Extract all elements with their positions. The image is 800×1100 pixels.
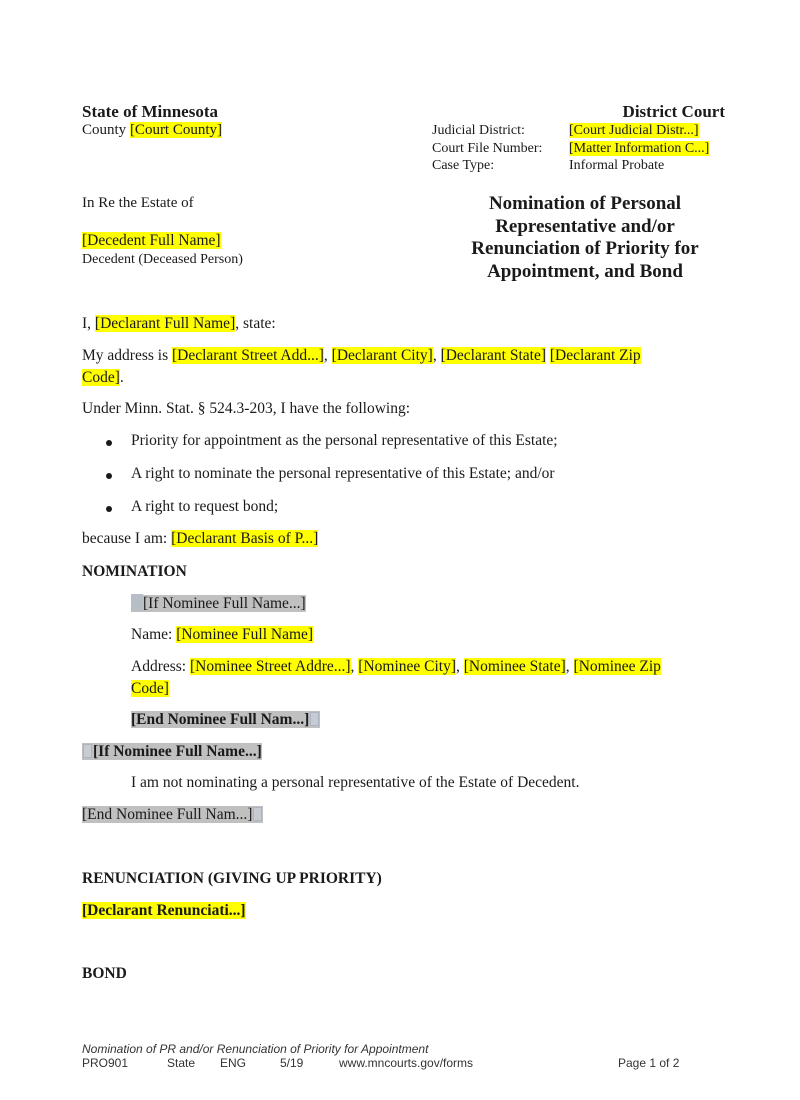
bullet-item: A right to nominate the personal representative of this Estate; and/or bbox=[131, 465, 555, 482]
declarant-statement bbox=[82, 315, 276, 333]
if-nominee-field-2[interactable] bbox=[82, 743, 262, 760]
declarant-name-field[interactable]: [Declarant Full Name] bbox=[94, 315, 236, 332]
bond-heading: BOND bbox=[82, 965, 127, 982]
footer-page-number: Page 1 of 2 bbox=[618, 1056, 680, 1070]
nominee-zip-field[interactable]: [Nominee Zip bbox=[573, 658, 661, 675]
bullet-item: Priority for appointment as the personal representative of this Estate; bbox=[131, 432, 558, 449]
court-file-number-field[interactable]: [Matter Information C...] bbox=[569, 140, 710, 156]
end-nominee-block bbox=[131, 711, 320, 729]
footer-form-title: Nomination of PR and/or Renunciation of Priority for Appointment bbox=[82, 1042, 429, 1056]
renunciation-heading: RENUNCIATION (GIVING UP PRIORITY) bbox=[82, 870, 382, 887]
separator: , bbox=[432, 347, 441, 364]
separator: , bbox=[323, 347, 332, 364]
decedent-label: Decedent (Deceased Person) bbox=[82, 252, 243, 267]
separator: , bbox=[456, 658, 464, 675]
field-text: [End Nominee Full Nam...] bbox=[131, 711, 310, 728]
nominee-name-field[interactable]: [Nominee Full Name] bbox=[176, 626, 314, 643]
nominee-city-field[interactable]: [Nominee City] bbox=[358, 658, 457, 675]
basis-line bbox=[82, 530, 318, 548]
footer-jurisdiction: State bbox=[167, 1056, 196, 1070]
bullet-icon bbox=[106, 440, 112, 446]
address-line bbox=[82, 347, 641, 365]
static-text: Address: bbox=[131, 658, 190, 675]
field-text: [If Nominee Full Name...] bbox=[143, 595, 306, 612]
case-type-value: Informal Probate bbox=[569, 158, 665, 173]
bullet-icon bbox=[106, 506, 112, 512]
if-nominee-block-2 bbox=[82, 743, 262, 761]
judicial-district-label: Judicial District: bbox=[432, 123, 525, 138]
end-nominee-field[interactable] bbox=[131, 711, 320, 728]
end-nominee-field-2[interactable] bbox=[82, 806, 263, 823]
county-label: County bbox=[82, 122, 127, 138]
not-nominating-text: I am not nominating a personal representative of the Estate of Decedent. bbox=[131, 774, 580, 791]
conditional-marker-icon bbox=[131, 594, 143, 611]
static-text: My address is bbox=[82, 347, 172, 364]
in-re-label: In Re the Estate of bbox=[82, 195, 194, 211]
nominee-zip-field-cont[interactable]: Code] bbox=[131, 680, 169, 697]
conditional-marker-icon bbox=[253, 807, 262, 821]
declarant-renunciation-field[interactable]: [Declarant Renunciati...] bbox=[82, 902, 246, 919]
static-text: I, bbox=[82, 315, 95, 332]
footer-language: ENG bbox=[220, 1056, 247, 1070]
if-nominee-field[interactable] bbox=[131, 595, 306, 612]
nominee-address-line bbox=[131, 658, 661, 676]
conditional-marker-icon bbox=[310, 712, 319, 726]
field-text: [End Nominee Full Nam...] bbox=[82, 806, 253, 823]
bullet-icon bbox=[106, 473, 112, 479]
separator: , bbox=[350, 658, 359, 675]
judicial-district-field[interactable]: [Court Judicial Distr...] bbox=[569, 123, 699, 138]
title-line: Nomination of Personal bbox=[488, 193, 682, 214]
state-heading: State of Minnesota bbox=[82, 102, 218, 121]
declarant-city-field[interactable]: [Declarant City] bbox=[331, 347, 433, 364]
static-text: because I am: bbox=[82, 530, 172, 547]
static-text: Name: bbox=[131, 626, 177, 643]
separator: , bbox=[565, 658, 574, 675]
court-file-number-label: Court File Number: bbox=[432, 140, 543, 156]
statute-line: Under Minn. Stat. § 524.3-203, I have the following: bbox=[82, 400, 411, 417]
footer-date: 5/19 bbox=[280, 1056, 304, 1070]
court-county-field[interactable]: [Court County] bbox=[129, 122, 223, 138]
court-heading: District Court bbox=[622, 102, 725, 121]
declarant-state-field[interactable]: [Declarant State] bbox=[440, 347, 546, 364]
title-line: Renunciation of Priority for bbox=[471, 238, 699, 259]
nominee-name-line bbox=[131, 626, 313, 644]
conditional-marker-icon bbox=[83, 744, 92, 758]
footer-form-code: PRO901 bbox=[82, 1056, 129, 1070]
declarant-zip-field[interactable]: [Declarant Zip bbox=[549, 347, 641, 364]
nominee-street-field[interactable]: [Nominee Street Addre...] bbox=[189, 658, 351, 675]
case-info-labels bbox=[432, 122, 542, 175]
case-info-values bbox=[569, 122, 709, 175]
county-line bbox=[82, 122, 222, 139]
nomination-heading: NOMINATION bbox=[82, 563, 187, 580]
declarant-basis-field[interactable]: [Declarant Basis of P...] bbox=[171, 530, 319, 547]
decedent-name-field[interactable]: [Decedent Full Name] bbox=[82, 232, 221, 249]
nominee-state-field[interactable]: [Nominee State] bbox=[463, 658, 566, 675]
if-nominee-block bbox=[131, 594, 306, 613]
title-line: Representative and/or bbox=[495, 215, 675, 237]
end-nominee-block-2 bbox=[82, 806, 263, 824]
declarant-street-field[interactable]: [Declarant Street Add...] bbox=[171, 347, 324, 364]
bullet-item: A right to request bond; bbox=[131, 498, 279, 515]
footer-url[interactable]: www.mncourts.gov/forms bbox=[339, 1056, 474, 1070]
field-text: [If Nominee Full Name...] bbox=[93, 743, 262, 760]
static-text: . bbox=[119, 369, 124, 386]
static-text: , state: bbox=[235, 315, 276, 332]
document-title bbox=[420, 193, 750, 283]
case-type-label: Case Type: bbox=[432, 158, 495, 173]
title-line: Appointment, and Bond bbox=[487, 260, 683, 282]
declarant-zip-field-cont[interactable]: Code] bbox=[82, 369, 120, 386]
